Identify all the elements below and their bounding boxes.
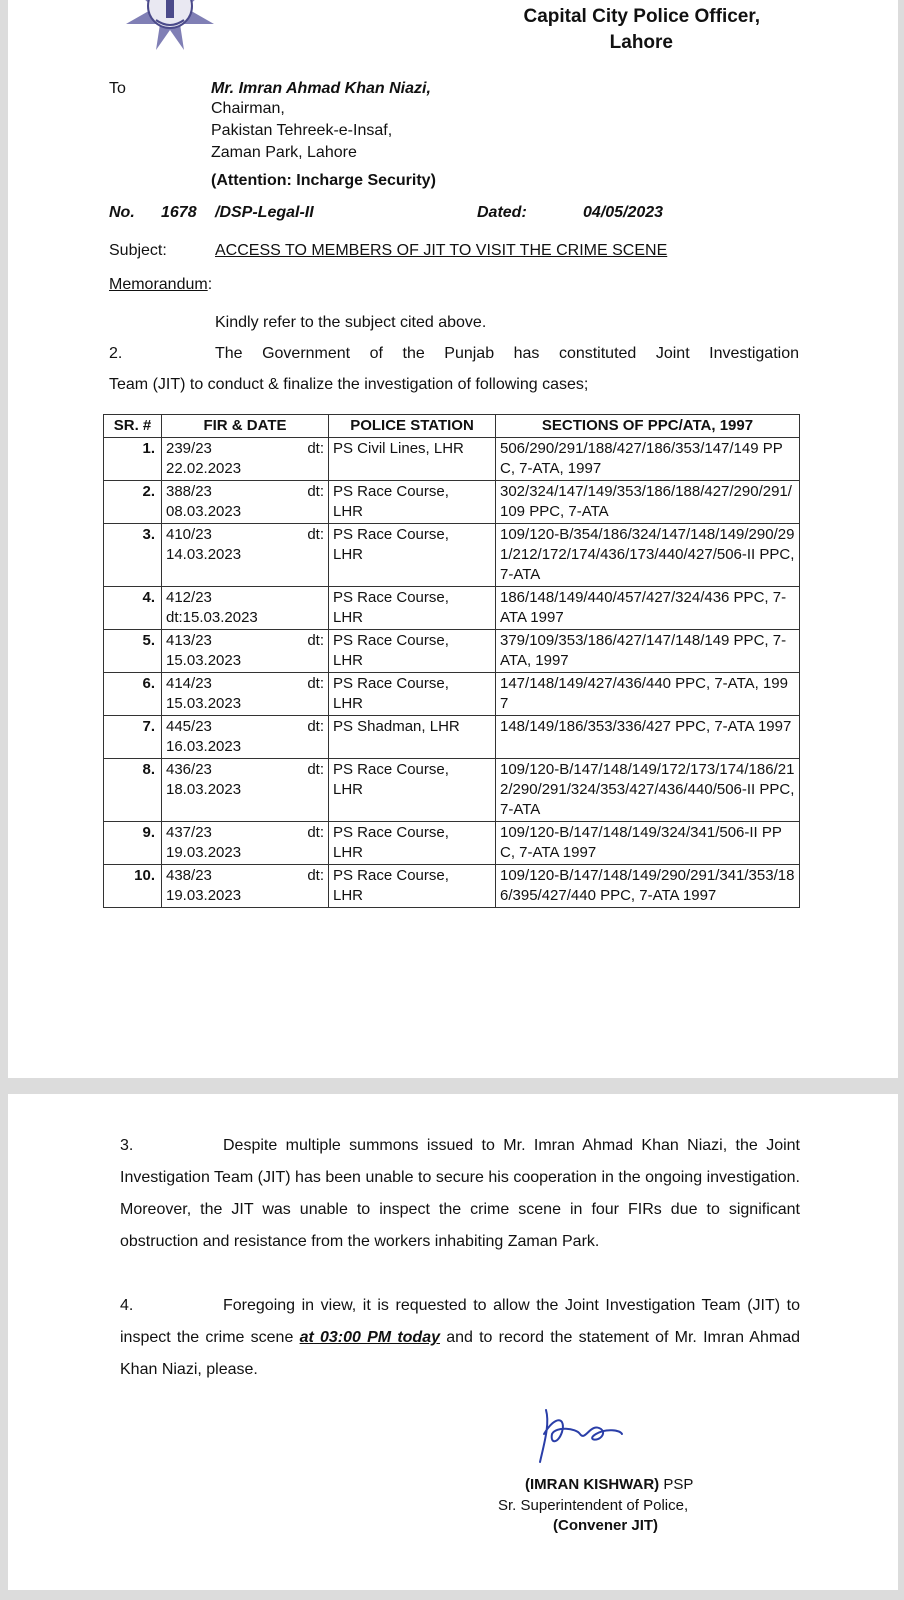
dt-label: dt: [307, 440, 324, 457]
signatory-designation: Sr. Superintendent of Police, [498, 1497, 689, 1514]
police-station-cell [329, 865, 496, 908]
sections-cell: 186/148/149/440/457/427/324/436 PPC, 7-ATA 1997 [496, 587, 800, 630]
table-row [104, 673, 800, 716]
police-station: PS Race Course, [333, 675, 449, 692]
police-station-cell [329, 630, 496, 673]
sr-number: 1. [104, 438, 162, 481]
sr-number: 8. [104, 759, 162, 822]
police-station-cell [329, 587, 496, 630]
attention-line: (Attention: Incharge Security) [211, 172, 436, 189]
letter-page-1 [8, 0, 898, 1078]
sr-number: 3. [104, 524, 162, 587]
dt-label: dt: [307, 824, 324, 841]
sr-number: 10. [104, 865, 162, 908]
police-station: PS Civil Lines, LHR [333, 440, 464, 457]
sr-number: 7. [104, 716, 162, 759]
fir-date: dt:15.03.2023 [166, 609, 258, 626]
table-row [104, 481, 800, 524]
police-station-city: LHR [333, 503, 364, 520]
police-station-cell [329, 438, 496, 481]
dt-label: dt: [307, 483, 324, 500]
table-row [104, 524, 800, 587]
dt-label: dt: [307, 632, 324, 649]
fir-date: 14.03.2023 [166, 546, 242, 563]
police-station-cell [329, 524, 496, 587]
sr-number: 6. [104, 673, 162, 716]
ref-no-label: No. [109, 204, 135, 221]
paragraph-2-line2: Team (JIT) to conduct & finalize the investigation of following cases; [109, 376, 589, 393]
police-station-city: LHR [333, 652, 364, 669]
police-station-cell [329, 716, 496, 759]
police-station-city: LHR [333, 546, 364, 563]
fir-date-cell [162, 587, 329, 630]
police-station-cell [329, 822, 496, 865]
dt-label: dt: [307, 867, 324, 884]
police-station-city: LHR [333, 887, 364, 904]
sr-number: 9. [104, 822, 162, 865]
paragraph-1: Kindly refer to the subject cited above. [215, 314, 487, 331]
fir-date-cell [162, 716, 329, 759]
table-header-row [104, 415, 800, 438]
paragraph-4: 4. Foregoing in view, it is requested to allow the Joint Investigation Team (JIT) to inspect the crime scene at 03:00 PM today and to record the statement of Mr. Imran Ahmad Khan Niazi, please. [120, 1297, 801, 1378]
sections-cell: 109/120-B/147/148/149/172/173/174/186/212/290/291/324/353/427/436/440/506-II PPC, 7-ATA [496, 759, 800, 822]
fir-number: 436/23 [166, 761, 212, 778]
table-row [104, 759, 800, 822]
fir-date-cell [162, 630, 329, 673]
addressee-line: Zaman Park, Lahore [211, 144, 357, 161]
fir-date: 22.02.2023 [166, 460, 242, 477]
cases-table [103, 414, 800, 908]
column-header: POLICE STATION [329, 415, 496, 438]
sr-number: 5. [104, 630, 162, 673]
fir-number: 388/23 [166, 483, 212, 500]
letter-date: 04/05/2023 [583, 204, 664, 221]
police-station-city: LHR [333, 781, 364, 798]
handwritten-signature-icon [536, 1404, 626, 1468]
police-station: PS Race Course, [333, 589, 449, 606]
fir-date-cell [162, 438, 329, 481]
paragraph-2-number: 2. [109, 345, 123, 362]
fir-date-cell [162, 822, 329, 865]
sections-cell: 109/120-B/147/148/149/324/341/506-II PPC, 7-ATA 1997 [496, 822, 800, 865]
table-row [104, 630, 800, 673]
fir-date: 08.03.2023 [166, 503, 242, 520]
fir-date-cell [162, 481, 329, 524]
police-station-cell [329, 759, 496, 822]
sr-number: 2. [104, 481, 162, 524]
sections-cell: 379/109/353/186/427/147/148/149 PPC, 7-ATA, 1997 [496, 630, 800, 673]
police-station: PS Race Course, [333, 761, 449, 778]
police-station: PS Shadman, LHR [333, 718, 460, 735]
fir-number: 239/23 [166, 440, 212, 457]
ref-number: 1678 [161, 204, 197, 221]
fir-number: 410/23 [166, 526, 212, 543]
fir-number: 412/23 [166, 589, 212, 606]
table-row [104, 438, 800, 481]
fir-date: 19.03.2023 [166, 844, 242, 861]
column-header: SR. # [104, 415, 162, 438]
fir-date: 15.03.2023 [166, 695, 242, 712]
police-seal-icon [118, 0, 222, 50]
signatory-role: (Convener JIT) [553, 1517, 659, 1534]
fir-date: 19.03.2023 [166, 887, 242, 904]
fir-date: 15.03.2023 [166, 652, 242, 669]
dt-label: dt: [307, 718, 324, 735]
office-title: Capital City Police Officer, [523, 6, 760, 27]
sr-number: 4. [104, 587, 162, 630]
police-station-city: LHR [333, 609, 364, 626]
fir-date-cell [162, 673, 329, 716]
police-station: PS Race Course, [333, 483, 449, 500]
dated-label: Dated: [477, 204, 527, 221]
column-header: FIR & DATE [162, 415, 329, 438]
column-header: SECTIONS OF PPC/ATA, 1997 [496, 415, 800, 438]
addressee-name: Mr. Imran Ahmad Khan Niazi, [211, 80, 431, 97]
police-station-city: LHR [333, 844, 364, 861]
table-row [104, 716, 800, 759]
addressee-line: Pakistan Tehreek-e-Insaf, [211, 122, 393, 139]
police-station: PS Race Course, [333, 632, 449, 649]
subject-label: Subject: [109, 242, 167, 259]
fir-number: 438/23 [166, 867, 212, 884]
police-station-city: LHR [333, 695, 364, 712]
sections-cell: 506/290/291/188/427/186/353/147/149 PPC, 7-ATA, 1997 [496, 438, 800, 481]
sections-cell: 147/148/149/427/436/440 PPC, 7-ATA, 1997 [496, 673, 800, 716]
dt-label: dt: [307, 761, 324, 778]
addressee-line: Chairman, [211, 100, 285, 117]
office-city: Lahore [609, 32, 673, 53]
table-row [104, 822, 800, 865]
sections-cell: 109/120-B/147/148/149/290/291/341/353/186/395/427/440 PPC, 7-ATA 1997 [496, 865, 800, 908]
ref-suffix: /DSP-Legal-II [215, 204, 314, 221]
memorandum-heading: Memorandum: [109, 276, 213, 293]
sections-cell: 148/149/186/353/336/427 PPC, 7-ATA 1997 [496, 716, 800, 759]
letter-page-2 [8, 1094, 898, 1590]
police-station: PS Race Course, [333, 526, 449, 543]
table-row [104, 865, 800, 908]
fir-date: 16.03.2023 [166, 738, 242, 755]
dt-label: dt: [307, 675, 324, 692]
fir-number: 413/23 [166, 632, 212, 649]
to-label: To [109, 80, 126, 97]
sections-cell: 109/120-B/354/186/324/147/148/149/290/291/212/172/174/436/173/440/427/506-II PPC, 7-ATA [496, 524, 800, 587]
police-station-cell [329, 481, 496, 524]
signatory-name: (IMRAN KISHWAR) PSP [525, 1476, 694, 1493]
table-row [104, 587, 800, 630]
fir-date-cell [162, 759, 329, 822]
subject-text: ACCESS TO MEMBERS OF JIT TO VISIT THE CRIME SCENE [215, 242, 668, 259]
fir-date-cell [162, 524, 329, 587]
fir-number: 437/23 [166, 824, 212, 841]
deadline-emphasis: at 03:00 PM today [299, 1329, 440, 1346]
police-station: PS Race Course, [333, 867, 449, 884]
police-station-cell [329, 673, 496, 716]
fir-number: 414/23 [166, 675, 212, 692]
dt-label: dt: [307, 526, 324, 543]
fir-date-cell [162, 865, 329, 908]
police-station: PS Race Course, [333, 824, 449, 841]
fir-date: 18.03.2023 [166, 781, 242, 798]
paragraph-3: 3. Despite multiple summons issued to Mr. Imran Ahmad Khan Niazi, the Joint Investigation Team (JIT) has been unable to secure his cooperation in the ongoing investigation. Moreover, the JIT was unable to inspect the crime scene in four FIRs due to significant obstruction and resistance from the workers inhabiting Zaman Park. [120, 1137, 800, 1250]
fir-number: 445/23 [166, 718, 212, 735]
sections-cell: 302/324/147/149/353/186/188/427/290/291/109 PPC, 7-ATA [496, 481, 800, 524]
paragraph-2-line1: The Government of the Punjab has constituted Joint Investigation [215, 345, 799, 362]
